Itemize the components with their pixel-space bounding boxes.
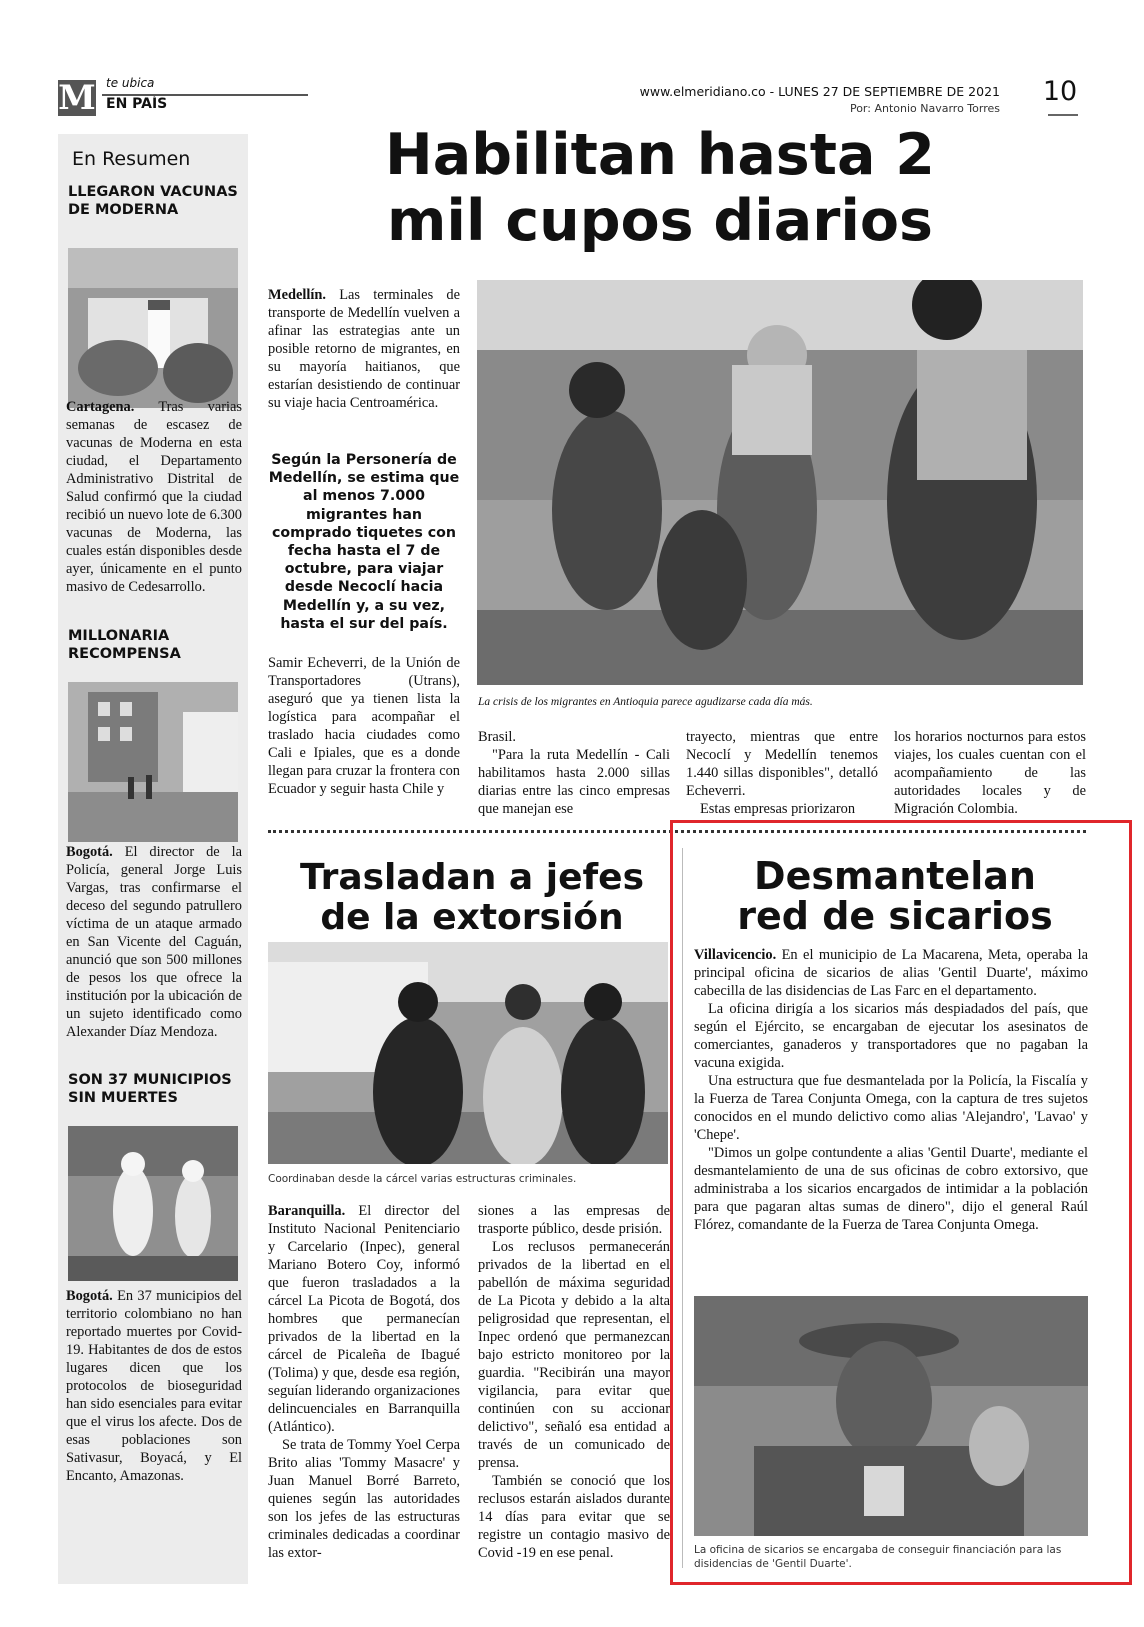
- vaccine-photo: [68, 248, 238, 408]
- story2-lead: Baranquilla.: [268, 1203, 346, 1219]
- story3-p2: La oficina dirigía a los sicarios más despiadados del país, que según el Ejército, se encargaban de ejecutar los asesinatos de comerciantes, ganaderos y transportadores que no pagaban la vacuna exigida.: [694, 1001, 1088, 1071]
- main-col2-text: [478, 728, 670, 818]
- main-col1-text2: Samir Echeverri, de la Unión de Transportadores (Utrans), aseguró que ya tienen lista la logística para acompañar el traslado hacia ciudades como Cali e Ipiales, que es a donde llegan para cruzar la frontera con Ecuador y seguir hasta Chile y: [268, 655, 460, 797]
- main-col1-text: [268, 286, 460, 412]
- main-pullquote: Según la Personería de Medellín, se estima que al menos 7.000 migrantes han comprado tiquetes con fecha hasta el 7 de octubre, para viajar desde Necoclí hacia Medellín y, a su vez, hasta el sur del país.: [268, 452, 460, 632]
- main-col4-text: los horarios nocturnos para estos viajes, los cuales cuentan con el acompañamiento de las autoridades locales y de Migración Colombia.: [894, 729, 1086, 817]
- main-col2-p1: Brasil.: [478, 729, 516, 745]
- story2-col2-p1: siones a las empresas de trasporte público, desde prisión.: [478, 1203, 670, 1237]
- story3-p1-body: En el municipio de La Macarena, Meta, operaba la principal oficina de sicarios de alias 'Gentil Duarte', máximo cabecilla de las disidencias de Las Farc en el departamento.: [694, 947, 1088, 999]
- story2-col1-p1: [268, 1202, 460, 1436]
- sidebar-item-lead: Bogotá.: [66, 844, 113, 860]
- main-lead: Medellín.: [268, 287, 326, 303]
- story3-lead: Villavicencio.: [694, 947, 777, 963]
- sidebar-item-heading: SON 37 MUNICIPIOS SIN MUERTES: [68, 1072, 232, 1106]
- story2-headline-line1: Trasladan a jefes: [299, 857, 645, 898]
- page-number: 10: [1042, 76, 1078, 107]
- sidebar-item-body: En 37 municipios del territorio colombiano no han reportado muertes por Covid-19. Habitantes de dos de estos lugares dicen que los protocolos de bioseguridad han sido esenciales para evitar que el virus los afecte. Dos de esas poblaciones son Sativasur, Boyacá, y El Encanto, Amazonas.: [66, 1288, 242, 1484]
- logo-m-icon: M: [58, 78, 96, 118]
- story3-headline-line2: red de sicarios: [737, 894, 1053, 938]
- sidebar-item-text: [66, 1287, 242, 1485]
- prisoner-transfer-photo: [268, 942, 668, 1164]
- story2-col1-text: [268, 1202, 460, 1562]
- biosafety-photo: [68, 1126, 238, 1281]
- story2-col1-p2: Se trata de Tommy Yoel Cerpa Brito alias 'Tommy Masacre' y Juan Manuel Borré Barreto, quienes según las autoridades son los jefes de las estructuras criminales dedicadas a coordinar las extor-: [268, 1437, 460, 1561]
- migrants-photo: [477, 280, 1083, 685]
- commander-photo-caption: La oficina de sicarios se encargaba de conseguir financiación para las disidencias de 'Gentil Duarte'.: [694, 1544, 1062, 1570]
- story3-p3: Una estructura que fue desmantelada por la Policía, la Fiscalía y la Fuerza de Tarea Conjunta Omega, con la captura de tres sujetos conocidos en el mundo delictivo como alias 'Alejandro', 'Lavao' y 'Chepe'.: [694, 1073, 1088, 1143]
- main-headline: [260, 122, 1060, 254]
- main-col3-p2: Estas empresas priorizaron: [700, 801, 856, 817]
- masthead: [58, 76, 308, 118]
- dateline: www.elmeridiano.co - LUNES 27 DE SEPTIEMBRE DE 2021: [639, 84, 1000, 99]
- main-headline-line2: mil cupos diarios: [387, 188, 933, 254]
- story2-col2-p3: También se conoció que los reclusos estarán aislados durante 14 días para evitar que se registre un contagio masivo de Covid -19 en ese penal.: [478, 1473, 670, 1561]
- story3-p4: "Dimos un golpe contundente a alias 'Gentil Duarte', mediante el desmantelamiento de una de sus oficinas de cobro extorsivo, que administraba a los sicarios encargados de intimidar a la población para que pagaran altas sumas de dinero", dijo el general Raúl Flórez, comandante de la Fuerza de Tarea Conjunta Omega.: [694, 1145, 1088, 1233]
- main-col1-body: Las terminales de transporte de Medellín vuelven a afinar las estrategias ante un posible retorno de migrantes, en su mayoría haitianos, que estarían desistiendo de continuar su viaje hacia Centroamérica.: [268, 287, 460, 411]
- story3-p1: [694, 946, 1088, 1000]
- section-name: EN PAÍS: [106, 96, 168, 112]
- sidebar-item-body: El director de la Policía, general Jorge Luis Vargas, tras confirmarse el deceso del segundo patrullero víctima de un ataque armado en San Vicente del Caguán, anunció que son 500 millones de pesos los que ofrece la institución por la ubicación de un sujeto identificado como Alexander Díaz Mendoza.: [66, 844, 242, 1040]
- sidebar-item-heading: LLEGARON VACUNAS DE MODERNA: [68, 184, 238, 218]
- story2-col2-text: [478, 1202, 670, 1562]
- main-col3-p1: trayecto, mientras que entre Necoclí y Medellín tenemos 1.440 sillas disponibles", detalló Echeverri.: [686, 729, 878, 799]
- police-scene-photo: [68, 682, 238, 842]
- sidebar-item-text: [66, 398, 242, 596]
- sidebar-item-body: Tras varias semanas de escasez de vacunas de Moderna en esta ciudad, el Departamento Administrativo Distrital de Salud confirmó que la ciudad recibió un nuevo lote de 6.300 vacunas de Moderna, las cuales están disponibles desde ayer, únicamente en el punto masivo de Cedesarrollo.: [66, 399, 242, 595]
- story3-headline: [690, 856, 1100, 936]
- story3-headline-line1: Desmantelan: [754, 854, 1036, 898]
- prisoner-photo-caption: Coordinaban desde la cárcel varias estructuras criminales.: [268, 1173, 577, 1185]
- migrants-photo-caption: La crisis de los migrantes en Antioquia parece agudizarse cada día más.: [478, 696, 813, 708]
- sidebar-item-lead: Bogotá.: [66, 1288, 113, 1304]
- sidebar-item-heading: MILLONARIA RECOMPENSA: [68, 628, 181, 662]
- byline: Por: Antonio Navarro Torres: [849, 102, 1000, 115]
- main-headline-line1: Habilitan hasta 2: [385, 122, 935, 188]
- header-rule: [102, 94, 308, 96]
- main-col3-text: [686, 728, 878, 818]
- story2-headline: [262, 858, 682, 938]
- summary-sidebar: [58, 134, 248, 1584]
- sidebar-item-lead: Cartagena.: [66, 399, 135, 415]
- story2-headline-line2: de la extorsión: [320, 897, 624, 938]
- page-number-underline: [1048, 114, 1078, 116]
- section-tagline: te ubica: [106, 76, 155, 90]
- sidebar-item-text: [66, 843, 242, 1041]
- story2-col2-p2: Los reclusos permanecerán privados de la libertad en el pabellón de máxima seguridad de La Picota y debido a la alta peligrosidad que representan, el Inpec ordenó que permanezcan bajo estricto monitoreo por la guardia. "Recibirán una mayor vigilancia, para evitar que continúen con su accionar delictivo", señaló esa entidad a través de un comunicado de prensa.: [478, 1239, 670, 1471]
- story3-text: [694, 946, 1088, 1234]
- main-col2-p2: "Para la ruta Medellín - Cali habilitamos hasta 2.000 sillas diarias entre las cinco empresas que manejan ese: [478, 747, 670, 817]
- commander-photo: [694, 1296, 1088, 1536]
- story2-col1-body: El director del Instituto Nacional Penitenciario y Carcelario (Inpec), general Mariano Botero Coy, informó que fueron trasladados a la cárcel La Picota de Bogotá, dos hombres que permanecían privados de la libertad en la cárcel de Picaleña de Ibagué (Tolima) y que, desde esa región, seguían liderando organizaciones delincuenciales en Barranquilla (Atlántico).: [268, 1203, 460, 1435]
- sidebar-title: En Resumen: [72, 148, 191, 170]
